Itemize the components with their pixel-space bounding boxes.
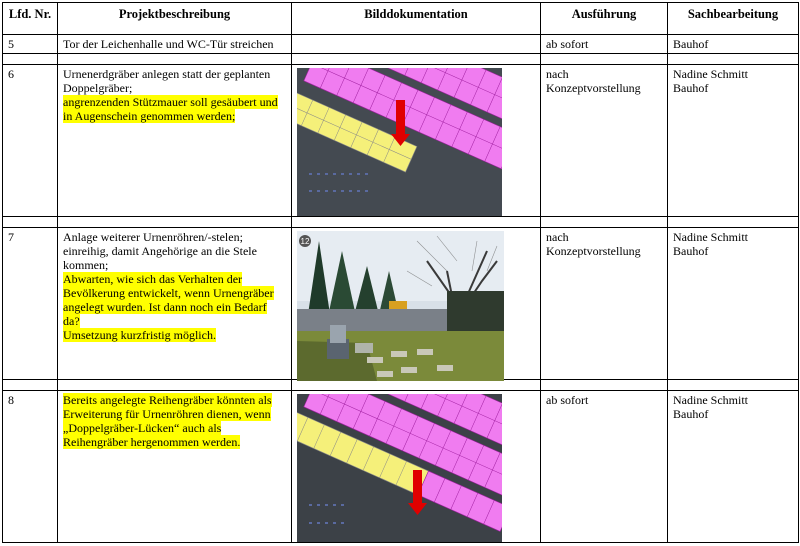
project-table [2,2,799,543]
table-row [3,391,799,543]
highlighted-text: angrenzenden Stützmauer soll gesäubert und in Augenschein genommen werden; [63,95,278,123]
row-description [58,228,292,380]
assignee-dept: Bauhof [673,407,709,421]
header-lfd-nr: Lfd. Nr. [3,3,58,35]
grave-plan-image [297,68,502,216]
table-row [3,228,799,380]
row-description [58,391,292,543]
row-description: Tor der Leichenhalle und WC-Tür streichen [58,35,292,54]
row-image-cell [292,35,541,54]
assignee-dept: Bauhof [673,244,709,258]
header-row [3,3,799,35]
assignee-name: Nadine Schmitt [673,230,748,244]
row-ausfuehrung: nach Konzeptvorstellung [541,228,668,380]
row-sachbearbeitung [668,391,799,543]
assignee-dept: Bauhof [673,81,709,95]
row-nr: 7 [3,228,58,380]
row-nr: 8 [3,391,58,543]
table-row [3,35,799,54]
assignee-name: Nadine Schmitt [673,67,748,81]
highlighted-text: Umsetzung kurzfristig möglich. [63,328,216,342]
row-ausfuehrung: nach Konzeptvorstellung [541,65,668,217]
table-row [3,65,799,217]
cemetery-photo [297,231,504,381]
row-nr: 5 [3,35,58,54]
photo-number-label: 12 [300,237,310,246]
row-ausfuehrung: ab sofort [541,35,668,54]
row-sachbearbeitung [668,65,799,217]
row-image-cell [292,228,541,380]
row-image-cell [292,65,541,217]
highlighted-text: Bereits angelegte Reihengräber könnten als Erweiterung für Urnenröhren dienen, wenn „Doppelgräber-Lücken“ auch als Reihengräber hergenommen werden. [63,393,272,449]
header-projektbeschreibung: Projektbeschreibung [58,3,292,35]
spacer-row [3,217,799,228]
header-ausfuehrung: Ausführung [541,3,668,35]
spacer-row [3,54,799,65]
description-text: Urnenerdgräber anlegen statt der geplanten Doppelgräber; [63,67,271,95]
row-description [58,65,292,217]
spacer-row [3,380,799,391]
row-nr: 6 [3,65,58,217]
assignee-name: Nadine Schmitt [673,393,748,407]
row-sachbearbeitung: Bauhof [668,35,799,54]
header-sachbearbeitung: Sachbearbeitung [668,3,799,35]
highlighted-text: Abwarten, wie sich das Verhalten der Bevölkerung entwickelt, wenn Urnengräber angelegt wurden. Ist dann noch ein Bedarf da? [63,272,274,328]
row-image-cell [292,391,541,543]
row-ausfuehrung: ab sofort [541,391,668,543]
header-bilddokumentation: Bilddokumentation [292,3,541,35]
description-text: Anlage weiterer Urnenröhren/-stelen; einreihig, damit Angehörige an die Stele kommen; [63,230,257,272]
grave-plan-image [297,394,502,542]
row-sachbearbeitung [668,228,799,380]
